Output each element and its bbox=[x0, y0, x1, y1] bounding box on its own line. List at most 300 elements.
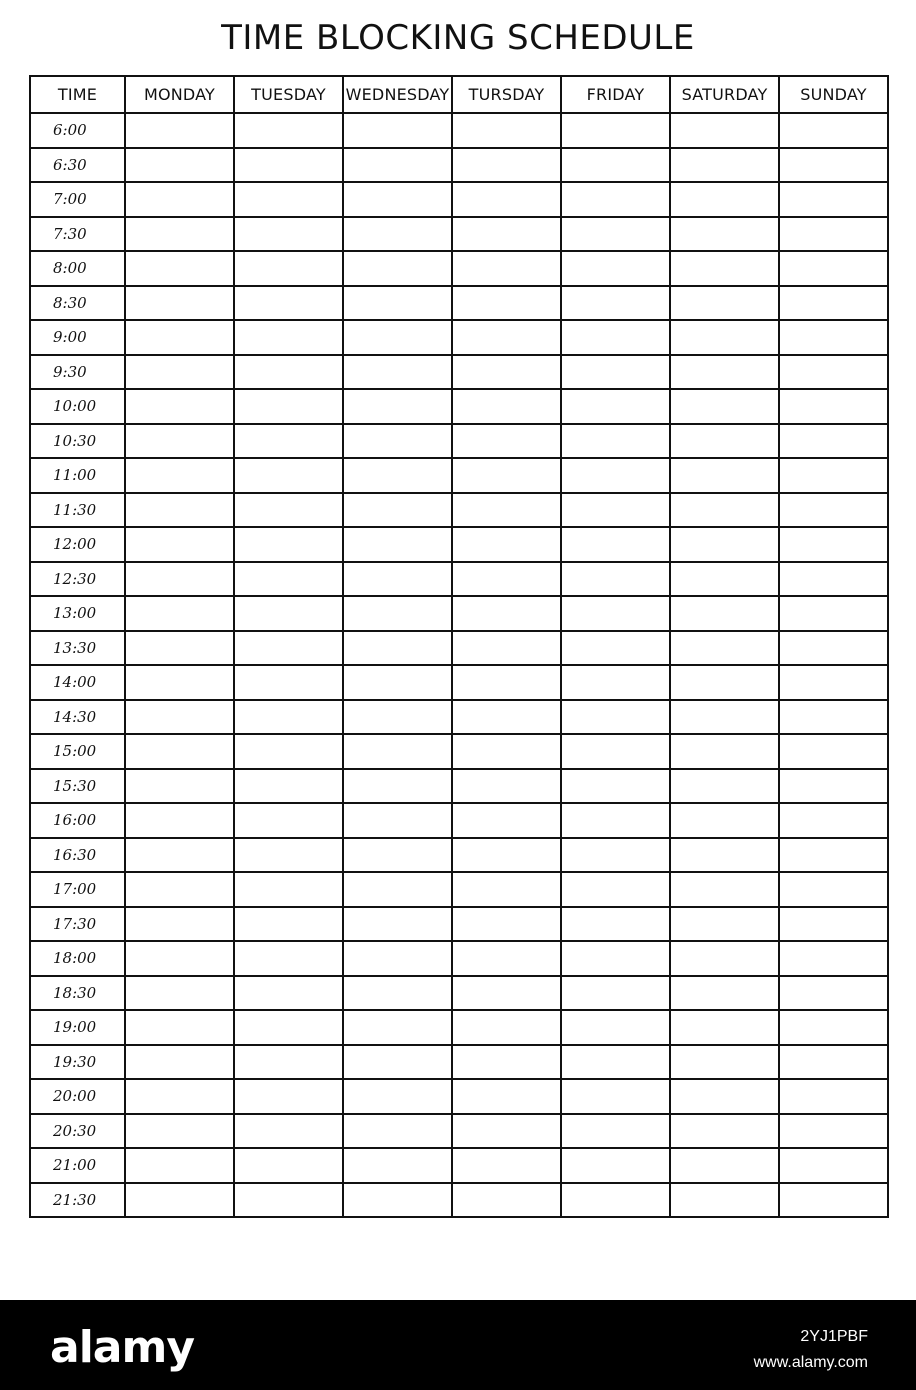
schedule-cell[interactable] bbox=[452, 458, 561, 493]
time-label: 17:00 bbox=[30, 872, 125, 907]
schedule-cell[interactable] bbox=[779, 941, 888, 976]
schedule-cell[interactable] bbox=[561, 562, 670, 597]
schedule-cell[interactable] bbox=[234, 1079, 343, 1114]
time-label: 21:00 bbox=[30, 1148, 125, 1183]
schedule-cell[interactable] bbox=[670, 803, 779, 838]
schedule-cell[interactable] bbox=[452, 1010, 561, 1045]
time-label: 10:00 bbox=[30, 389, 125, 424]
schedule-cell[interactable] bbox=[234, 389, 343, 424]
schedule-cell[interactable] bbox=[343, 217, 452, 252]
column-header-sunday: SUNDAY bbox=[779, 76, 888, 113]
time-label: 11:30 bbox=[30, 493, 125, 528]
schedule-cell[interactable] bbox=[561, 631, 670, 666]
schedule-cell[interactable] bbox=[779, 734, 888, 769]
time-row bbox=[30, 527, 888, 562]
schedule-cell[interactable] bbox=[670, 734, 779, 769]
schedule-cell[interactable] bbox=[670, 286, 779, 321]
schedule-cell[interactable] bbox=[343, 355, 452, 390]
schedule-cell[interactable] bbox=[561, 1114, 670, 1149]
schedule-cell[interactable] bbox=[234, 1148, 343, 1183]
schedule-cell[interactable] bbox=[779, 562, 888, 597]
schedule-cell[interactable] bbox=[779, 355, 888, 390]
schedule-cell[interactable] bbox=[125, 596, 234, 631]
watermark-logo: alamy bbox=[50, 1322, 194, 1373]
schedule-cell[interactable] bbox=[779, 458, 888, 493]
schedule-cell[interactable] bbox=[561, 113, 670, 148]
schedule-cell[interactable] bbox=[670, 1079, 779, 1114]
schedule-cell[interactable] bbox=[343, 665, 452, 700]
time-label: 19:30 bbox=[30, 1045, 125, 1080]
schedule-cell[interactable] bbox=[561, 320, 670, 355]
schedule-cell[interactable] bbox=[670, 182, 779, 217]
schedule-cell[interactable] bbox=[779, 1079, 888, 1114]
schedule-cell[interactable] bbox=[452, 700, 561, 735]
schedule-cell[interactable] bbox=[343, 424, 452, 459]
schedule-cell[interactable] bbox=[343, 1010, 452, 1045]
watermark-info bbox=[754, 1324, 868, 1376]
schedule-cell[interactable] bbox=[779, 182, 888, 217]
schedule-cell[interactable] bbox=[779, 803, 888, 838]
schedule-cell[interactable] bbox=[343, 1183, 452, 1218]
schedule-cell[interactable] bbox=[561, 1045, 670, 1080]
schedule-cell[interactable] bbox=[125, 941, 234, 976]
time-row bbox=[30, 458, 888, 493]
time-label: 15:30 bbox=[30, 769, 125, 804]
column-header-wednesday: WEDNESDAY bbox=[343, 76, 452, 113]
schedule-cell[interactable] bbox=[234, 182, 343, 217]
schedule-cell[interactable] bbox=[234, 596, 343, 631]
schedule-cell[interactable] bbox=[561, 700, 670, 735]
schedule-cell[interactable] bbox=[125, 389, 234, 424]
schedule-cell[interactable] bbox=[234, 907, 343, 942]
schedule-cell[interactable] bbox=[343, 803, 452, 838]
schedule-cell[interactable] bbox=[234, 148, 343, 183]
schedule-cell[interactable] bbox=[452, 355, 561, 390]
schedule-cell[interactable] bbox=[452, 941, 561, 976]
schedule-cell[interactable] bbox=[779, 838, 888, 873]
schedule-cell[interactable] bbox=[125, 1010, 234, 1045]
schedule-cell[interactable] bbox=[561, 803, 670, 838]
schedule-cell[interactable] bbox=[125, 148, 234, 183]
schedule-cell[interactable] bbox=[561, 941, 670, 976]
time-row bbox=[30, 286, 888, 321]
time-row bbox=[30, 1148, 888, 1183]
schedule-cell[interactable] bbox=[343, 1148, 452, 1183]
schedule-body bbox=[30, 113, 888, 1217]
schedule-cell[interactable] bbox=[670, 251, 779, 286]
schedule-cell[interactable] bbox=[343, 700, 452, 735]
schedule-cell[interactable] bbox=[234, 976, 343, 1011]
schedule-cell[interactable] bbox=[561, 976, 670, 1011]
schedule-cell[interactable] bbox=[670, 596, 779, 631]
header-row bbox=[30, 76, 888, 113]
time-label: 12:00 bbox=[30, 527, 125, 562]
schedule-cell[interactable] bbox=[125, 872, 234, 907]
time-label: 16:00 bbox=[30, 803, 125, 838]
schedule-cell[interactable] bbox=[670, 1045, 779, 1080]
time-row bbox=[30, 1114, 888, 1149]
schedule-cell[interactable] bbox=[125, 562, 234, 597]
time-row bbox=[30, 941, 888, 976]
schedule-cell[interactable] bbox=[452, 1045, 561, 1080]
schedule-cell[interactable] bbox=[343, 527, 452, 562]
schedule-cell[interactable] bbox=[452, 665, 561, 700]
schedule-cell[interactable] bbox=[343, 562, 452, 597]
time-row bbox=[30, 1045, 888, 1080]
schedule-cell[interactable] bbox=[561, 493, 670, 528]
schedule-cell[interactable] bbox=[561, 1183, 670, 1218]
schedule-cell[interactable] bbox=[452, 217, 561, 252]
schedule-cell[interactable] bbox=[125, 527, 234, 562]
schedule-cell[interactable] bbox=[561, 251, 670, 286]
schedule-cell[interactable] bbox=[561, 907, 670, 942]
time-row bbox=[30, 976, 888, 1011]
time-row bbox=[30, 320, 888, 355]
schedule-cell[interactable] bbox=[670, 769, 779, 804]
schedule-cell[interactable] bbox=[343, 286, 452, 321]
time-row bbox=[30, 872, 888, 907]
schedule-cell[interactable] bbox=[779, 631, 888, 666]
schedule-cell[interactable] bbox=[779, 320, 888, 355]
schedule-cell[interactable] bbox=[234, 803, 343, 838]
schedule-cell[interactable] bbox=[561, 389, 670, 424]
schedule-cell[interactable] bbox=[452, 803, 561, 838]
schedule-cell[interactable] bbox=[670, 700, 779, 735]
schedule-cell[interactable] bbox=[561, 1010, 670, 1045]
watermark-footer bbox=[0, 1300, 916, 1390]
schedule-cell[interactable] bbox=[125, 1183, 234, 1218]
time-label: 14:30 bbox=[30, 700, 125, 735]
time-label: 18:00 bbox=[30, 941, 125, 976]
schedule-cell[interactable] bbox=[670, 424, 779, 459]
schedule-cell[interactable] bbox=[779, 424, 888, 459]
schedule-cell[interactable] bbox=[670, 562, 779, 597]
schedule-cell[interactable] bbox=[343, 493, 452, 528]
time-label: 20:00 bbox=[30, 1079, 125, 1114]
schedule-cell[interactable] bbox=[561, 424, 670, 459]
column-header-thursday: TURSDAY bbox=[452, 76, 561, 113]
schedule-cell[interactable] bbox=[561, 217, 670, 252]
schedule-cell[interactable] bbox=[670, 389, 779, 424]
schedule-cell[interactable] bbox=[670, 1010, 779, 1045]
schedule-cell[interactable] bbox=[452, 907, 561, 942]
time-label: 10:30 bbox=[30, 424, 125, 459]
schedule-cell[interactable] bbox=[234, 458, 343, 493]
time-label: 21:30 bbox=[30, 1183, 125, 1218]
image-id: 2YJ1PBF bbox=[800, 1328, 868, 1345]
schedule-cell[interactable] bbox=[452, 734, 561, 769]
schedule-cell[interactable] bbox=[343, 872, 452, 907]
schedule-cell[interactable] bbox=[343, 976, 452, 1011]
schedule-cell[interactable] bbox=[670, 320, 779, 355]
time-label: 8:00 bbox=[30, 251, 125, 286]
schedule-cell[interactable] bbox=[343, 1114, 452, 1149]
time-row bbox=[30, 355, 888, 390]
time-label: 11:00 bbox=[30, 458, 125, 493]
time-row bbox=[30, 1079, 888, 1114]
time-label: 15:00 bbox=[30, 734, 125, 769]
time-label: 17:30 bbox=[30, 907, 125, 942]
schedule-cell[interactable] bbox=[452, 182, 561, 217]
schedule-cell[interactable] bbox=[561, 665, 670, 700]
site-url: www.alamy.com bbox=[753, 1354, 868, 1371]
schedule-cell[interactable] bbox=[452, 769, 561, 804]
time-row bbox=[30, 148, 888, 183]
schedule-cell[interactable] bbox=[670, 665, 779, 700]
schedule-cell[interactable] bbox=[343, 251, 452, 286]
time-row bbox=[30, 734, 888, 769]
schedule-cell[interactable] bbox=[125, 424, 234, 459]
time-label: 20:30 bbox=[30, 1114, 125, 1149]
schedule-cell[interactable] bbox=[125, 182, 234, 217]
schedule-cell[interactable] bbox=[779, 148, 888, 183]
schedule-cell[interactable] bbox=[343, 320, 452, 355]
schedule-cell[interactable] bbox=[343, 148, 452, 183]
schedule-cell[interactable] bbox=[779, 872, 888, 907]
time-label: 19:00 bbox=[30, 1010, 125, 1045]
schedule-cell[interactable] bbox=[670, 976, 779, 1011]
schedule-cell[interactable] bbox=[343, 907, 452, 942]
time-label: 7:30 bbox=[30, 217, 125, 252]
time-row bbox=[30, 596, 888, 631]
schedule-cell[interactable] bbox=[670, 527, 779, 562]
schedule-cell[interactable] bbox=[234, 1045, 343, 1080]
schedule-cell[interactable] bbox=[670, 458, 779, 493]
schedule-cell[interactable] bbox=[779, 1148, 888, 1183]
schedule-cell[interactable] bbox=[561, 1079, 670, 1114]
schedule-cell[interactable] bbox=[670, 838, 779, 873]
schedule-cell[interactable] bbox=[125, 458, 234, 493]
schedule-cell[interactable] bbox=[125, 493, 234, 528]
schedule-cell[interactable] bbox=[452, 562, 561, 597]
schedule-cell[interactable] bbox=[343, 734, 452, 769]
schedule-cell[interactable] bbox=[343, 458, 452, 493]
schedule-cell[interactable] bbox=[234, 769, 343, 804]
schedule-cell[interactable] bbox=[452, 389, 561, 424]
time-label: 16:30 bbox=[30, 838, 125, 873]
time-row bbox=[30, 389, 888, 424]
schedule-cell[interactable] bbox=[779, 286, 888, 321]
time-row bbox=[30, 113, 888, 148]
schedule-cell[interactable] bbox=[343, 631, 452, 666]
schedule-cell[interactable] bbox=[343, 769, 452, 804]
schedule-cell[interactable] bbox=[234, 631, 343, 666]
schedule-cell[interactable] bbox=[670, 113, 779, 148]
time-row bbox=[30, 631, 888, 666]
schedule-cell[interactable] bbox=[234, 355, 343, 390]
schedule-cell[interactable] bbox=[779, 1183, 888, 1218]
time-row bbox=[30, 182, 888, 217]
schedule-cell[interactable] bbox=[779, 527, 888, 562]
schedule-cell[interactable] bbox=[561, 1148, 670, 1183]
schedule-cell[interactable] bbox=[670, 217, 779, 252]
schedule-cell[interactable] bbox=[779, 1010, 888, 1045]
schedule-cell[interactable] bbox=[343, 1045, 452, 1080]
schedule-cell[interactable] bbox=[452, 976, 561, 1011]
schedule-cell[interactable] bbox=[452, 527, 561, 562]
schedule-cell[interactable] bbox=[125, 769, 234, 804]
time-label: 13:30 bbox=[30, 631, 125, 666]
schedule-cell[interactable] bbox=[125, 286, 234, 321]
time-label: 13:00 bbox=[30, 596, 125, 631]
schedule-cell[interactable] bbox=[343, 838, 452, 873]
schedule-cell[interactable] bbox=[343, 113, 452, 148]
time-row bbox=[30, 562, 888, 597]
schedule-cell[interactable] bbox=[779, 700, 888, 735]
schedule-cell[interactable] bbox=[561, 527, 670, 562]
schedule-cell[interactable] bbox=[452, 424, 561, 459]
schedule-cell[interactable] bbox=[670, 631, 779, 666]
schedule-cell[interactable] bbox=[234, 941, 343, 976]
schedule-cell[interactable] bbox=[452, 1114, 561, 1149]
schedule-cell[interactable] bbox=[343, 941, 452, 976]
schedule-cell[interactable] bbox=[234, 320, 343, 355]
schedule-cell[interactable] bbox=[343, 389, 452, 424]
schedule-cell[interactable] bbox=[452, 320, 561, 355]
time-row bbox=[30, 907, 888, 942]
time-row bbox=[30, 700, 888, 735]
schedule-cell[interactable] bbox=[125, 355, 234, 390]
schedule-cell[interactable] bbox=[125, 838, 234, 873]
time-row bbox=[30, 803, 888, 838]
schedule-cell[interactable] bbox=[561, 596, 670, 631]
schedule-cell[interactable] bbox=[234, 734, 343, 769]
schedule-cell[interactable] bbox=[125, 1114, 234, 1149]
schedule-cell[interactable] bbox=[234, 113, 343, 148]
schedule-cell[interactable] bbox=[125, 1148, 234, 1183]
time-row bbox=[30, 251, 888, 286]
schedule-cell[interactable] bbox=[234, 838, 343, 873]
schedule-cell[interactable] bbox=[234, 665, 343, 700]
time-row bbox=[30, 838, 888, 873]
time-label: 8:30 bbox=[30, 286, 125, 321]
schedule-cell[interactable] bbox=[561, 148, 670, 183]
schedule-cell[interactable] bbox=[561, 872, 670, 907]
column-header-saturday: SATURDAY bbox=[670, 76, 779, 113]
schedule-cell[interactable] bbox=[779, 976, 888, 1011]
schedule-cell[interactable] bbox=[125, 976, 234, 1011]
time-label: 14:00 bbox=[30, 665, 125, 700]
schedule-cell[interactable] bbox=[234, 527, 343, 562]
time-label: 7:00 bbox=[30, 182, 125, 217]
schedule-cell[interactable] bbox=[779, 113, 888, 148]
schedule-cell[interactable] bbox=[125, 700, 234, 735]
schedule-cell[interactable] bbox=[670, 1148, 779, 1183]
schedule-cell[interactable] bbox=[452, 113, 561, 148]
time-row bbox=[30, 665, 888, 700]
schedule-cell[interactable] bbox=[779, 665, 888, 700]
schedule-cell[interactable] bbox=[779, 907, 888, 942]
schedule-cell[interactable] bbox=[125, 113, 234, 148]
schedule-cell[interactable] bbox=[670, 493, 779, 528]
schedule-cell[interactable] bbox=[234, 251, 343, 286]
time-row bbox=[30, 1183, 888, 1218]
schedule-cell[interactable] bbox=[779, 1114, 888, 1149]
time-row bbox=[30, 769, 888, 804]
schedule-cell[interactable] bbox=[125, 803, 234, 838]
schedule-cell[interactable] bbox=[452, 493, 561, 528]
time-label: 6:00 bbox=[30, 113, 125, 148]
time-row bbox=[30, 217, 888, 252]
schedule-cell[interactable] bbox=[779, 493, 888, 528]
schedule-cell[interactable] bbox=[125, 320, 234, 355]
schedule-cell[interactable] bbox=[779, 389, 888, 424]
schedule-cell[interactable] bbox=[561, 838, 670, 873]
schedule-cell[interactable] bbox=[561, 182, 670, 217]
schedule-cell[interactable] bbox=[452, 872, 561, 907]
column-header-tuesday: TUESDAY bbox=[234, 76, 343, 113]
schedule-cell[interactable] bbox=[561, 734, 670, 769]
schedule-cell[interactable] bbox=[234, 562, 343, 597]
schedule-cell[interactable] bbox=[670, 907, 779, 942]
schedule-cell[interactable] bbox=[234, 286, 343, 321]
schedule-cell[interactable] bbox=[561, 769, 670, 804]
schedule-cell[interactable] bbox=[343, 596, 452, 631]
schedule-cell[interactable] bbox=[452, 838, 561, 873]
schedule-cell[interactable] bbox=[452, 251, 561, 286]
schedule-cell[interactable] bbox=[670, 872, 779, 907]
time-label: 18:30 bbox=[30, 976, 125, 1011]
schedule-cell[interactable] bbox=[779, 1045, 888, 1080]
schedule-cell[interactable] bbox=[561, 355, 670, 390]
schedule-cell[interactable] bbox=[452, 596, 561, 631]
schedule-cell[interactable] bbox=[234, 1183, 343, 1218]
schedule-cell[interactable] bbox=[125, 665, 234, 700]
time-row bbox=[30, 1010, 888, 1045]
schedule-table bbox=[29, 75, 889, 1218]
schedule-cell[interactable] bbox=[561, 286, 670, 321]
schedule-cell[interactable] bbox=[125, 1045, 234, 1080]
schedule-cell[interactable] bbox=[234, 424, 343, 459]
schedule-cell[interactable] bbox=[452, 631, 561, 666]
schedule-cell[interactable] bbox=[452, 1079, 561, 1114]
time-label: 6:30 bbox=[30, 148, 125, 183]
schedule-cell[interactable] bbox=[125, 631, 234, 666]
schedule-cell[interactable] bbox=[125, 734, 234, 769]
schedule-cell[interactable] bbox=[234, 493, 343, 528]
schedule-cell[interactable] bbox=[452, 1148, 561, 1183]
schedule-cell[interactable] bbox=[670, 1114, 779, 1149]
time-row bbox=[30, 424, 888, 459]
column-header-time: TIME bbox=[30, 76, 125, 113]
schedule-cell[interactable] bbox=[779, 251, 888, 286]
schedule-cell[interactable] bbox=[234, 1114, 343, 1149]
schedule-cell[interactable] bbox=[779, 769, 888, 804]
time-row bbox=[30, 493, 888, 528]
schedule-cell[interactable] bbox=[670, 355, 779, 390]
schedule-cell[interactable] bbox=[125, 251, 234, 286]
schedule-cell[interactable] bbox=[234, 1010, 343, 1045]
schedule-cell[interactable] bbox=[452, 1183, 561, 1218]
schedule-cell[interactable] bbox=[670, 1183, 779, 1218]
schedule-cell[interactable] bbox=[343, 182, 452, 217]
schedule-cell[interactable] bbox=[779, 217, 888, 252]
schedule-cell[interactable] bbox=[234, 217, 343, 252]
schedule-cell[interactable] bbox=[452, 148, 561, 183]
schedule-cell[interactable] bbox=[234, 700, 343, 735]
column-header-monday: MONDAY bbox=[125, 76, 234, 113]
schedule-cell[interactable] bbox=[561, 458, 670, 493]
schedule-cell[interactable] bbox=[670, 941, 779, 976]
schedule-cell[interactable] bbox=[779, 596, 888, 631]
schedule-cell[interactable] bbox=[125, 907, 234, 942]
schedule-cell[interactable] bbox=[125, 217, 234, 252]
schedule-cell[interactable] bbox=[670, 148, 779, 183]
schedule-cell[interactable] bbox=[234, 872, 343, 907]
schedule-cell[interactable] bbox=[125, 1079, 234, 1114]
schedule-cell[interactable] bbox=[343, 1079, 452, 1114]
schedule-cell[interactable] bbox=[452, 286, 561, 321]
